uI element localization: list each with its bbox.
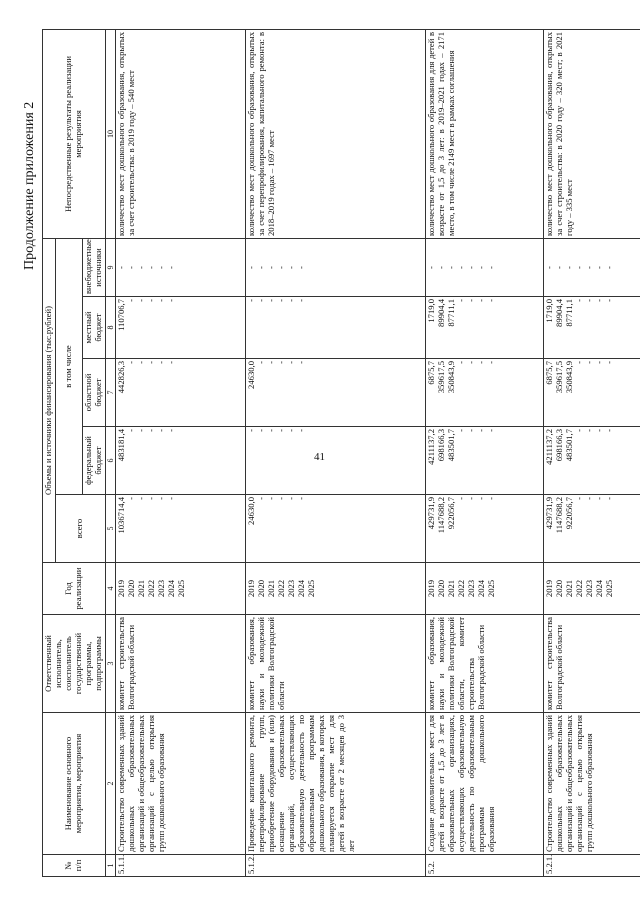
total-cell-value: - — [155, 497, 166, 500]
federal-cell-value: - — [285, 429, 296, 432]
regional-cell-value: - — [275, 361, 286, 364]
extrabudget-cell-value: - — [564, 266, 575, 269]
years-cell-value: 2022 — [455, 579, 466, 598]
regional-cell-value: 6875,7 — [544, 361, 555, 385]
extrabudget-cell-value: - — [554, 266, 565, 269]
federal-cell-value: - — [246, 429, 257, 432]
total-cell — [544, 495, 640, 563]
local-cell-value: - — [603, 299, 614, 302]
total-cell-value: - — [485, 497, 496, 500]
local-cell-value: - — [475, 299, 486, 302]
local-cell-value: - — [285, 299, 296, 302]
row-number: 5.2. — [426, 855, 544, 877]
regional-cell — [246, 359, 426, 427]
years-cell-value: 2021 — [564, 579, 575, 598]
responsible-executor: комитет строительства Волгоградской области — [116, 615, 246, 713]
table-row — [246, 29, 426, 876]
regional-cell-value: - — [136, 361, 147, 364]
extrabudget-cell-value: - — [145, 266, 156, 269]
header-year: Год реализации — [43, 563, 106, 615]
years-cell — [116, 563, 246, 615]
header-local: местный бюджет — [82, 297, 105, 359]
local-cell-value: 89904,4 — [436, 299, 447, 327]
federal-cell-value: - — [145, 429, 156, 432]
extrabudget-cell-value: - — [426, 266, 437, 269]
local-cell-value: - — [465, 299, 476, 302]
regional-cell-value: 6875,7 — [426, 361, 437, 385]
years-cell-value: 2022 — [145, 579, 156, 598]
years-cell — [426, 563, 544, 615]
total-cell-value: - — [165, 497, 176, 500]
federal-cell-value: - — [583, 429, 594, 432]
federal-cell-value: 483501,7 — [564, 429, 575, 462]
extrabudget-cell — [246, 238, 426, 296]
extrabudget-cell-value: - — [136, 266, 147, 269]
years-cell-value: 2023 — [465, 579, 476, 598]
extrabudget-cell-value: - — [295, 266, 306, 269]
regional-cell-value: 350843,9 — [564, 361, 575, 394]
years-cell-value: 2025 — [485, 579, 496, 598]
total-cell — [116, 495, 246, 563]
row-number: 5.2.1. — [544, 855, 640, 877]
local-cell — [246, 297, 426, 359]
total-cell-value: - — [266, 497, 277, 500]
local-cell-value: - — [256, 299, 267, 302]
regional-cell-value: - — [593, 361, 604, 364]
local-cell-value: - — [136, 299, 147, 302]
years-cell-value: 2025 — [175, 579, 186, 598]
local-cell-value: - — [155, 299, 166, 302]
page-number: 41 — [314, 451, 325, 463]
extrabudget-cell — [116, 238, 246, 296]
years-cell-value: 2021 — [446, 579, 457, 598]
federal-cell-value: - — [256, 429, 267, 432]
years-cell-value: 2023 — [583, 579, 594, 598]
header-responsible: Ответственный исполнитель, соисполнитель государственной программы, подпрограммы — [43, 615, 106, 713]
years-cell-value: 2020 — [436, 579, 447, 598]
extrabudget-cell-value: - — [446, 266, 457, 269]
local-cell-value: - — [275, 299, 286, 302]
extrabudget-cell-value: - — [116, 266, 127, 269]
local-cell-value: 1719,0 — [426, 299, 437, 323]
regional-cell — [544, 359, 640, 427]
col-number: 1 — [105, 855, 115, 877]
federal-cell-value: - — [593, 429, 604, 432]
regional-cell-value: - — [455, 361, 466, 364]
activity-name: Строительство современных зданий дошкольных образовательных организаций и общеобразовательных организаций с целью открытия групп дошкольного образования — [116, 713, 246, 855]
federal-cell-value: 4211137,2 — [426, 429, 437, 465]
federal-cell-value: - — [295, 429, 306, 432]
header-extrabudget: внебюджетные источники — [82, 238, 105, 296]
years-cell — [246, 563, 426, 615]
extrabudget-cell — [426, 238, 544, 296]
years-cell-value: 2024 — [593, 579, 604, 598]
activity-name: Проведение капитального ремонта, перепрофилирование групп, приобретение оборудования и (или) оснащение образовательных организаций, осуществляющих образовательную деятельность по образовательным программам дошкольного образования, в которых планируется открытие мест для детей в возрасте от 2 месяцев до 3 лет — [246, 713, 426, 855]
regional-cell-value: - — [256, 361, 267, 364]
federal-cell-value: - — [165, 429, 176, 432]
federal-cell-value: 4211137,2 — [544, 429, 555, 465]
header-including: в том числе — [55, 238, 82, 494]
local-cell — [426, 297, 544, 359]
total-cell-value: 922056,7 — [446, 497, 457, 530]
financing-table — [42, 29, 640, 877]
federal-cell-value: 483501,7 — [446, 429, 457, 462]
extrabudget-cell-value: - — [455, 266, 466, 269]
regional-cell-value: - — [475, 361, 486, 364]
regional-cell-value: - — [155, 361, 166, 364]
col-number: 9 — [105, 238, 115, 296]
federal-cell-value: 483181,4 — [116, 429, 127, 462]
total-cell-value: 429731,9 — [544, 497, 555, 530]
extrabudget-cell-value: - — [465, 266, 476, 269]
extrabudget-cell-value: - — [165, 266, 176, 269]
local-cell-value: 110706,7 — [116, 299, 127, 331]
federal-cell-value: - — [266, 429, 277, 432]
years-cell-value: 2023 — [155, 579, 166, 598]
total-cell-value: 1147688,2 — [554, 497, 565, 534]
local-cell-value: - — [583, 299, 594, 302]
federal-cell — [544, 427, 640, 495]
header-total: всего — [55, 495, 105, 563]
years-cell-value: 2022 — [573, 579, 584, 598]
total-cell-value: - — [136, 497, 147, 500]
extrabudget-cell-value: - — [583, 266, 594, 269]
regional-cell-value: - — [126, 361, 137, 364]
table-row — [116, 29, 246, 876]
local-cell-value: 89904,4 — [554, 299, 565, 327]
federal-cell-value: 698166,3 — [436, 429, 447, 462]
total-cell-value: - — [275, 497, 286, 500]
federal-cell-value: - — [603, 429, 614, 432]
header-results: Непосредственные результаты реализации мероприятия — [43, 29, 106, 238]
regional-cell-value: - — [573, 361, 584, 364]
total-cell-value: - — [593, 497, 604, 500]
years-cell-value: 2019 — [544, 579, 555, 598]
activity-name: Строительство современных зданий дошкольных образовательных организаций и общеобразовательных организаций с целью открытия групп дошкольного образования — [544, 713, 640, 855]
regional-cell-value: - — [295, 361, 306, 364]
federal-cell-value: - — [126, 429, 137, 432]
regional-cell-value: 350843,9 — [446, 361, 457, 394]
federal-cell-value: - — [136, 429, 147, 432]
total-cell-value: - — [465, 497, 476, 500]
result-cell: количество мест дошкольного образования для детей в возрасте от 1,5 до 3 лет: в 2019–2021 годах – 2171 место, в том числе 2149 мест в рамках соглашения — [426, 29, 544, 238]
total-cell — [246, 495, 426, 563]
years-cell-value: 2019 — [246, 579, 257, 598]
col-number: 6 — [105, 427, 115, 495]
total-cell-value: - — [145, 497, 156, 500]
extrabudget-cell — [544, 238, 640, 296]
years-cell-value: 2020 — [554, 579, 565, 598]
local-cell-value: - — [145, 299, 156, 302]
years-cell-value: 2022 — [275, 579, 286, 598]
federal-cell-value: - — [275, 429, 286, 432]
local-cell-value: - — [573, 299, 584, 302]
federal-cell-value: - — [455, 429, 466, 432]
extrabudget-cell-value: - — [246, 266, 257, 269]
col-number: 2 — [105, 713, 115, 855]
years-cell-value: 2020 — [126, 579, 137, 598]
extrabudget-cell-value: - — [256, 266, 267, 269]
row-number: 5.1.2. — [246, 855, 426, 877]
local-cell — [116, 297, 246, 359]
years-cell-value: 2025 — [305, 579, 316, 598]
federal-cell — [246, 427, 426, 495]
header-volumes: Объемы и источники финансирования (тыс.рублей) — [43, 238, 56, 562]
col-number: 5 — [105, 495, 115, 563]
regional-cell-value: - — [603, 361, 614, 364]
header-federal: федеральный бюджет — [82, 427, 105, 495]
regional-cell-value: - — [485, 361, 496, 364]
total-cell-value: - — [475, 497, 486, 500]
years-cell-value: 2025 — [603, 579, 614, 598]
years-cell-value: 2019 — [116, 579, 127, 598]
extrabudget-cell-value: - — [155, 266, 166, 269]
local-cell-value: - — [593, 299, 604, 302]
header-name: Наименование основного мероприятия, мероприятия — [43, 713, 106, 855]
federal-cell-value: - — [573, 429, 584, 432]
col-number: 7 — [105, 359, 115, 427]
local-cell-value: - — [246, 299, 257, 302]
header-regional: областной бюджет — [82, 359, 105, 427]
table-body — [116, 29, 640, 876]
total-cell-value: - — [126, 497, 137, 500]
total-cell-value: 24630,0 — [246, 497, 257, 525]
total-cell-value: - — [603, 497, 614, 500]
local-cell-value: - — [295, 299, 306, 302]
regional-cell — [426, 359, 544, 427]
activity-name: Создание дополнительных мест для детей в возрасте от 1,5 до 3 лет в образовательных организациях, осуществляющих образовательную деятельность по образовательным программам дошкольного образования — [426, 713, 544, 855]
col-number: 4 — [105, 563, 115, 615]
extrabudget-cell-value: - — [275, 266, 286, 269]
extrabudget-cell-value: - — [436, 266, 447, 269]
header-no: № п/п — [43, 855, 106, 877]
regional-cell-value: 24630,0 — [246, 361, 257, 389]
total-cell-value: 1147688,2 — [436, 497, 447, 534]
regional-cell-value: - — [583, 361, 594, 364]
years-cell-value: 2019 — [426, 579, 437, 598]
extrabudget-cell-value: - — [573, 266, 584, 269]
local-cell-value: - — [485, 299, 496, 302]
years-cell-value: 2023 — [285, 579, 296, 598]
regional-cell-value: - — [285, 361, 296, 364]
extrabudget-cell-value: - — [603, 266, 614, 269]
total-cell-value: - — [256, 497, 267, 500]
extrabudget-cell-value: - — [485, 266, 496, 269]
result-cell: количество мест дошкольного образования, открытых за счет строительства: в 2019 году – 540 мест — [116, 29, 246, 238]
years-cell-value: 2021 — [136, 579, 147, 598]
regional-cell — [116, 359, 246, 427]
total-cell-value: - — [573, 497, 584, 500]
regional-cell-value: 359617,5 — [436, 361, 447, 394]
responsible-executor: комитет образования, науки и молодежной политики Волгоградской области, комитет строительства Волгоградской области — [426, 615, 544, 713]
regional-cell-value: - — [145, 361, 156, 364]
total-cell-value: 922056,7 — [564, 497, 575, 530]
table-row — [426, 29, 544, 876]
federal-cell-value: - — [485, 429, 496, 432]
col-number: 8 — [105, 297, 115, 359]
extrabudget-cell-value: - — [266, 266, 277, 269]
federal-cell-value: 698166,3 — [554, 429, 565, 462]
table-row — [544, 29, 640, 876]
regional-cell-value: - — [465, 361, 476, 364]
local-cell-value: 87711,1 — [446, 299, 457, 327]
total-cell-value: - — [285, 497, 296, 500]
years-cell-value: 2021 — [266, 579, 277, 598]
local-cell-value: 1719,0 — [544, 299, 555, 323]
years-cell — [544, 563, 640, 615]
total-cell-value: 1036714,4 — [116, 497, 127, 534]
federal-cell-value: - — [465, 429, 476, 432]
federal-cell-value: - — [475, 429, 486, 432]
total-cell — [426, 495, 544, 563]
result-cell: количество мест дошкольного образования, открытых за счет строительства: в 2020 году – 320 мест; в 2021 году – 335 мест — [544, 29, 640, 238]
federal-cell — [426, 427, 544, 495]
extrabudget-cell-value: - — [126, 266, 137, 269]
extrabudget-cell-value: - — [285, 266, 296, 269]
total-cell-value: 429731,9 — [426, 497, 437, 530]
row-number: 5.1.1. — [116, 855, 246, 877]
col-number: 10 — [105, 29, 115, 238]
result-cell: количество мест дошкольного образования, открытых за счет перепрофилирования, капитального ремонта: в 2018–2019 годах – 1697 мест — [246, 29, 426, 238]
regional-cell-value: - — [165, 361, 176, 364]
continuation-label: Продолжение приложения 2 — [22, 101, 37, 270]
extrabudget-cell-value: - — [593, 266, 604, 269]
federal-cell-value: - — [155, 429, 166, 432]
years-cell-value: 2020 — [256, 579, 267, 598]
extrabudget-cell-value: - — [544, 266, 555, 269]
regional-cell-value: 442826,3 — [116, 361, 127, 394]
total-cell-value: - — [583, 497, 594, 500]
regional-cell-value: 359617,5 — [554, 361, 565, 394]
years-cell-value: 2024 — [295, 579, 306, 598]
responsible-executor: комитет строительства Волгоградской области — [544, 615, 640, 713]
local-cell-value: - — [455, 299, 466, 302]
col-number: 3 — [105, 615, 115, 713]
local-cell-value: 87711,1 — [564, 299, 575, 327]
regional-cell-value: - — [266, 361, 277, 364]
years-cell-value: 2024 — [475, 579, 486, 598]
total-cell-value: - — [295, 497, 306, 500]
total-cell-value: - — [455, 497, 466, 500]
extrabudget-cell-value: - — [475, 266, 486, 269]
federal-cell — [116, 427, 246, 495]
local-cell — [544, 297, 640, 359]
local-cell-value: - — [126, 299, 137, 302]
years-cell-value: 2024 — [165, 579, 176, 598]
local-cell-value: - — [266, 299, 277, 302]
responsible-executor: комитет образования, науки и молодежной политики Волгоградской области — [246, 615, 426, 713]
local-cell-value: - — [165, 299, 176, 302]
